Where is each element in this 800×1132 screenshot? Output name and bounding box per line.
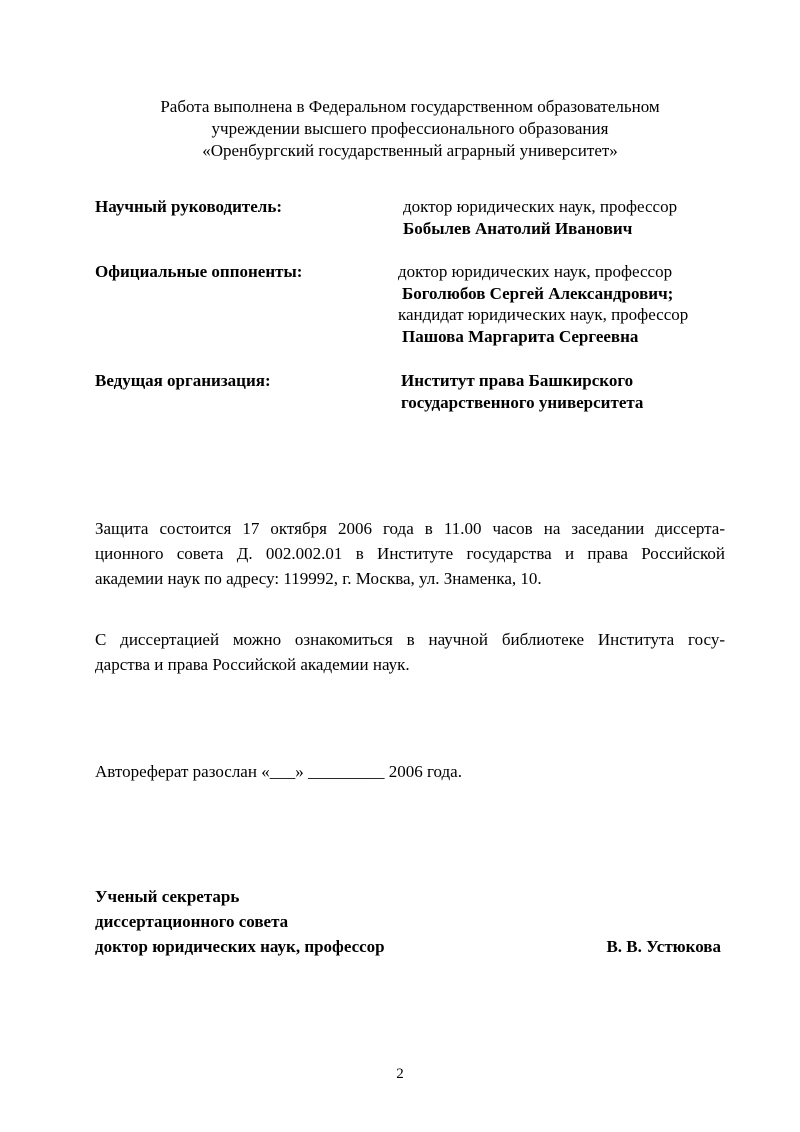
library-paragraph xyxy=(95,627,725,677)
supervisor-block xyxy=(95,196,725,240)
leading-organization-details xyxy=(401,370,643,413)
opponent-1-degree: доктор юридических наук, профессор xyxy=(398,262,673,281)
defense-line-2: ционного совета Д. 002.002.01 в Институте государства и права Российской xyxy=(95,544,725,563)
leading-organization-line-2: государственного университета xyxy=(401,392,644,412)
secretary-line-1: Ученый секретарь xyxy=(95,887,240,906)
secretary-line-3: доктор юридических наук, профессор xyxy=(95,937,385,956)
supervisor-label: Научный руководитель: xyxy=(95,197,282,216)
header-line-2: учреждении высшего профессионального образования xyxy=(211,119,609,138)
secretary-line-2: диссертационного совета xyxy=(95,912,289,931)
secretary-name: В. В. Устюкова xyxy=(606,937,721,956)
page-number: 2 xyxy=(396,1066,404,1082)
opponents-block xyxy=(95,261,725,349)
opponent-1-name: Боголюбов Сергей Александрович; xyxy=(402,283,674,303)
leading-organization-label: Ведущая организация: xyxy=(95,371,271,390)
supervisor-degree: доктор юридических наук, профессор xyxy=(403,197,678,216)
leading-organization-block xyxy=(95,370,725,414)
distribution-text: Автореферат разослан «___» _________ 2006 года. xyxy=(95,762,462,781)
header-line-3: «Оренбургский государственный аграрный университет» xyxy=(202,141,618,160)
defense-line-3: академии наук по адресу: 119992, г. Москва, ул. Знаменка, 10. xyxy=(95,569,542,588)
opponents-details xyxy=(398,261,688,347)
header-line-1: Работа выполнена в Федеральном государственном образовательном xyxy=(160,97,660,116)
secretary-signature-block xyxy=(95,884,725,959)
opponent-2-name: Пашова Маргарита Сергеевна xyxy=(402,326,639,346)
opponent-2-degree: кандидат юридических наук, профессор xyxy=(398,305,689,324)
opponents-label: Официальные оппоненты: xyxy=(95,262,303,281)
defense-line-1: Защита состоится 17 октября 2006 года в 11.00 часов на заседании диссерта- xyxy=(95,519,725,538)
library-line-2: дарства и права Российской академии наук. xyxy=(95,655,410,674)
distribution-paragraph xyxy=(95,759,725,784)
supervisor-details xyxy=(403,196,677,239)
library-line-1: С диссертацией можно ознакомиться в научной библиотеке Института госу- xyxy=(95,630,725,649)
organization-header xyxy=(100,96,720,162)
supervisor-name: Бобылев Анатолий Иванович xyxy=(403,218,633,238)
defense-paragraph xyxy=(95,516,725,591)
leading-organization-line-1: Институт права Башкирского xyxy=(401,371,634,390)
